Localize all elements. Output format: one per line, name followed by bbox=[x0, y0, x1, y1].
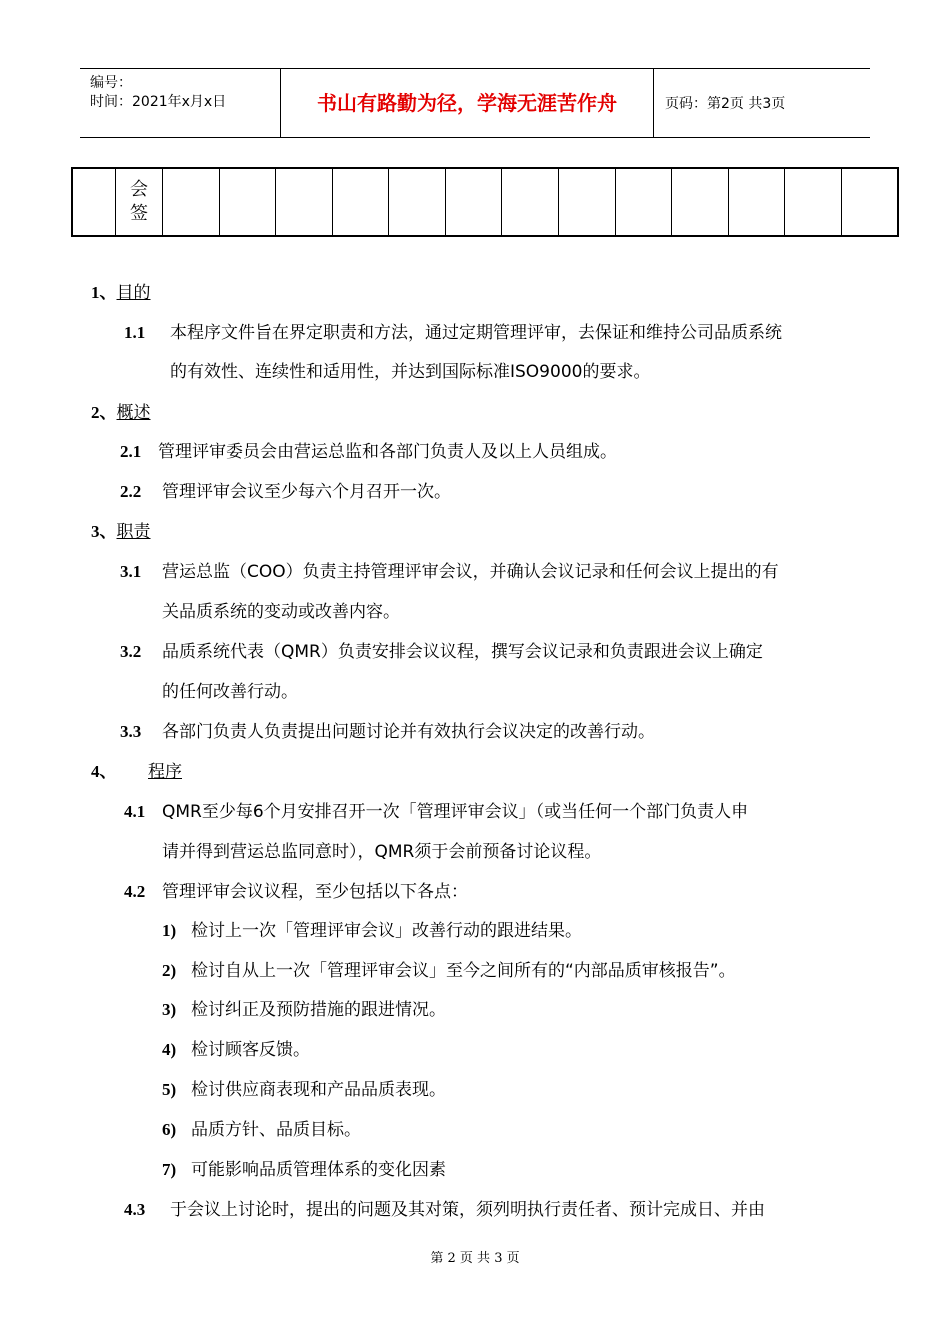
clause-2-1: 2.1 管理评审委员会由营运总监和各部门负责人及以上人员组成。 bbox=[120, 442, 617, 462]
page-footer: 第 2 页 共 3 页 bbox=[430, 1251, 520, 1266]
clause-3-1-line2: 关品质系统的变动或改善内容。 bbox=[162, 602, 400, 622]
countersign-label: 会签 bbox=[116, 168, 163, 236]
countersign-row bbox=[72, 168, 898, 236]
document-code-label: 编号： bbox=[90, 75, 132, 91]
section-3-title: 职责 bbox=[116, 522, 151, 542]
countersign-cell bbox=[389, 168, 446, 236]
section-2-heading: 2、概述 bbox=[91, 403, 151, 423]
countersign-cell bbox=[219, 168, 276, 236]
document-header bbox=[80, 68, 870, 138]
clause-3-1-line1: 3.1 营运总监（COO）负责主持管理评审会议，并确认会议记录和任何会议上提出的有 bbox=[120, 562, 779, 582]
clause-3-3: 3.3 各部门负责人负责提出问题讨论并有效执行会议决定的改善行动。 bbox=[120, 722, 655, 742]
section-2-title: 概述 bbox=[116, 403, 151, 423]
countersign-cell bbox=[558, 168, 615, 236]
countersign-cell bbox=[615, 168, 672, 236]
header-motto: 书山有路勤为径，学海无涯苦作舟 bbox=[281, 69, 654, 137]
clause-1-1-line2: 的有效性、连续性和适用性，并达到国际标准ISO9000的要求。 bbox=[170, 362, 651, 382]
clause-1-1-line1: 1.1 本程序文件旨在界定职责和方法，通过定期管理评审，去保证和维持公司品质系统 bbox=[124, 323, 782, 343]
countersign-cell bbox=[445, 168, 502, 236]
header-page-label: 页码：第2页 共3页 bbox=[665, 96, 786, 112]
countersign-cell bbox=[332, 168, 389, 236]
clause-4-1-line2: 请并得到营运总监同意时），QMR须于会前预备讨论议程。 bbox=[162, 842, 602, 862]
countersign-cell bbox=[72, 168, 116, 236]
section-4-title: 程序 bbox=[148, 762, 182, 782]
countersign-cell bbox=[502, 168, 559, 236]
clause-4-1-line1: 4.1 QMR至少每6个月安排召开一次「管理评审会议」（或当任何一个部门负责人申 bbox=[124, 802, 749, 822]
list-item: 7) 可能影响品质管理体系的变化因素 bbox=[162, 1160, 446, 1180]
countersign-cell bbox=[276, 168, 333, 236]
section-1-title: 目的 bbox=[116, 283, 151, 303]
document-time-label: 时间：2021年x月x日 bbox=[90, 94, 227, 110]
countersign-cell bbox=[785, 168, 842, 236]
list-item: 1) 检讨上一次「管理评审会议」改善行动的跟进结果。 bbox=[162, 921, 582, 941]
section-1-heading: 1、目的 bbox=[91, 283, 151, 303]
section-4-heading: 4、 程序 bbox=[91, 762, 182, 782]
list-item: 6) 品质方针、品质目标。 bbox=[162, 1120, 361, 1140]
list-item: 5) 检讨供应商表现和产品品质表现。 bbox=[162, 1080, 446, 1100]
list-item: 3) 检讨纠正及预防措施的跟进情况。 bbox=[162, 1000, 446, 1020]
list-item: 2) 检讨自从上一次「管理评审会议」至今之间所有的“内部品质审核报告”。 bbox=[162, 961, 736, 981]
clause-4-3-line1: 4.3 于会议上讨论时，提出的问题及其对策，须列明执行责任者、预计完成日、并由 bbox=[124, 1200, 765, 1220]
section-3-heading: 3、职责 bbox=[91, 522, 151, 542]
clause-3-2-line1: 3.2 品质系统代表（QMR）负责安排会议议程，撰写会议记录和负责跟进会议上确定 bbox=[120, 642, 763, 662]
header-info-cell bbox=[80, 69, 281, 137]
list-item: 4) 检讨顾客反馈。 bbox=[162, 1040, 310, 1060]
countersign-cell bbox=[728, 168, 785, 236]
clause-4-2: 4.2 管理评审会议议程，至少包括以下各点： bbox=[124, 882, 468, 902]
clause-3-2-line2: 的任何改善行动。 bbox=[162, 682, 298, 702]
countersign-table bbox=[71, 167, 899, 237]
countersign-cell bbox=[163, 168, 220, 236]
countersign-cell bbox=[672, 168, 729, 236]
clause-2-2: 2.2 管理评审会议至少每六个月召开一次。 bbox=[120, 482, 451, 502]
countersign-cell bbox=[841, 168, 898, 236]
